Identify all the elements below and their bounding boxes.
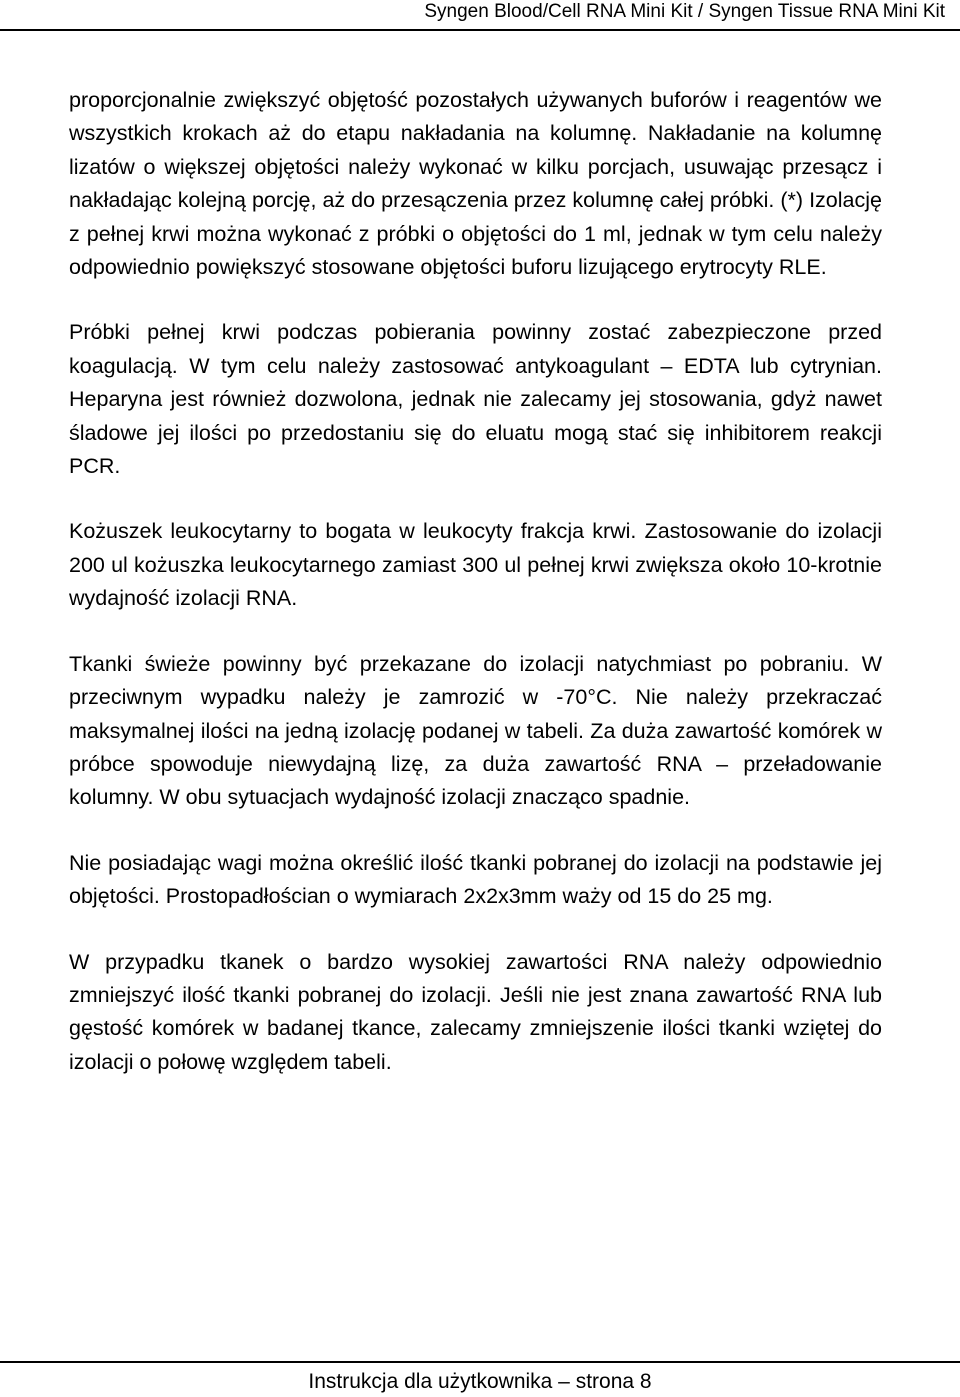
footer-divider xyxy=(0,1361,960,1363)
paragraph-tissue-weight: Nie posiadając wagi można określić ilość tkanki pobranej do izolacji na podstawie jej objętości. Prostopadłościan o wymiarach 2x2x3mm waży od 15 do 25 mg. xyxy=(69,850,882,909)
paragraph-high-rna-tissue: W przypadku tkanek o bardzo wysokiej zawartości RNA należy odpowiednio zmniejszyć ilość tkanki pobranej do izolacji. Jeśli nie jest znana zawartość RNA lub gęstość komórek w badanej tkance, zalecamy zmniejszenie ilości tkanki wziętej do izolacji o połowę względem tabeli. xyxy=(69,949,882,1074)
paragraph-buffy-coat: Kożuszek leukocytarny to bogata w leukocyty frakcja krwi. Zastosowanie do izolacji 200 ul kożuszka leukocytarnego zamiast 300 ul pełnej krwi zwiększa około 10-krotnie wydajność izolacji RNA. xyxy=(69,519,882,611)
page-number: Instrukcja dla użytkownika – strona 8 xyxy=(308,1370,652,1393)
header-divider xyxy=(0,29,960,31)
paragraph-fresh-tissue: Tkanki świeże powinny być przekazane do izolacji natychmiast po pobraniu. W przeciwnym wypadku należy je zamrozić w -70°C. Nie należy przekraczać maksymalnej ilości na jedną izolację podanej w tabeli. Za duża zawartość komórek w próbce spowoduje niewydajną lizę, za duża zawartość RNA – przeładowanie kolumny. W obu sytuacjach wydajność izolacji znacząco spadnie. xyxy=(69,651,882,810)
header-title: Syngen Blood/Cell RNA Mini Kit / Syngen Tissue RNA Mini Kit xyxy=(424,1,945,22)
page-footer xyxy=(0,1358,960,1397)
page-header xyxy=(0,0,960,34)
page-body xyxy=(69,84,882,1079)
paragraph-anticoagulant: Próbki pełnej krwi podczas pobierania powinny zostać zabezpieczone przed koagulacją. W tym celu należy zastosować antykoagulant – EDTA lub cytrynian. Heparyna jest również dozwolona, jednak nie zalecamy jej stosowania, gdyż nawet śladowe jej ilości po przedostaniu się do eluatu mogą stać się inhibitorem reakcji PCR. xyxy=(69,320,882,479)
paragraph-sample-volume: proporcjonalnie zwiększyć objętość pozostałych używanych buforów i reagentów we wszystkich krokach aż do etapu nakładania na kolumnę. Nakładanie na kolumnę lizatów o większej objętości należy wykonać w kilku porcjach, usuwając przesącz i nakładając kolejną porcję, aż do przesączenia przez kolumnę całej próbki. (*) Izolację z pełnej krwi można wykonać z próbki o objętości do 1 ml, jednak w tym celu należy odpowiednio powiększyć stosowane objętości buforu lizującego erytrocyty RLE. xyxy=(69,88,882,280)
